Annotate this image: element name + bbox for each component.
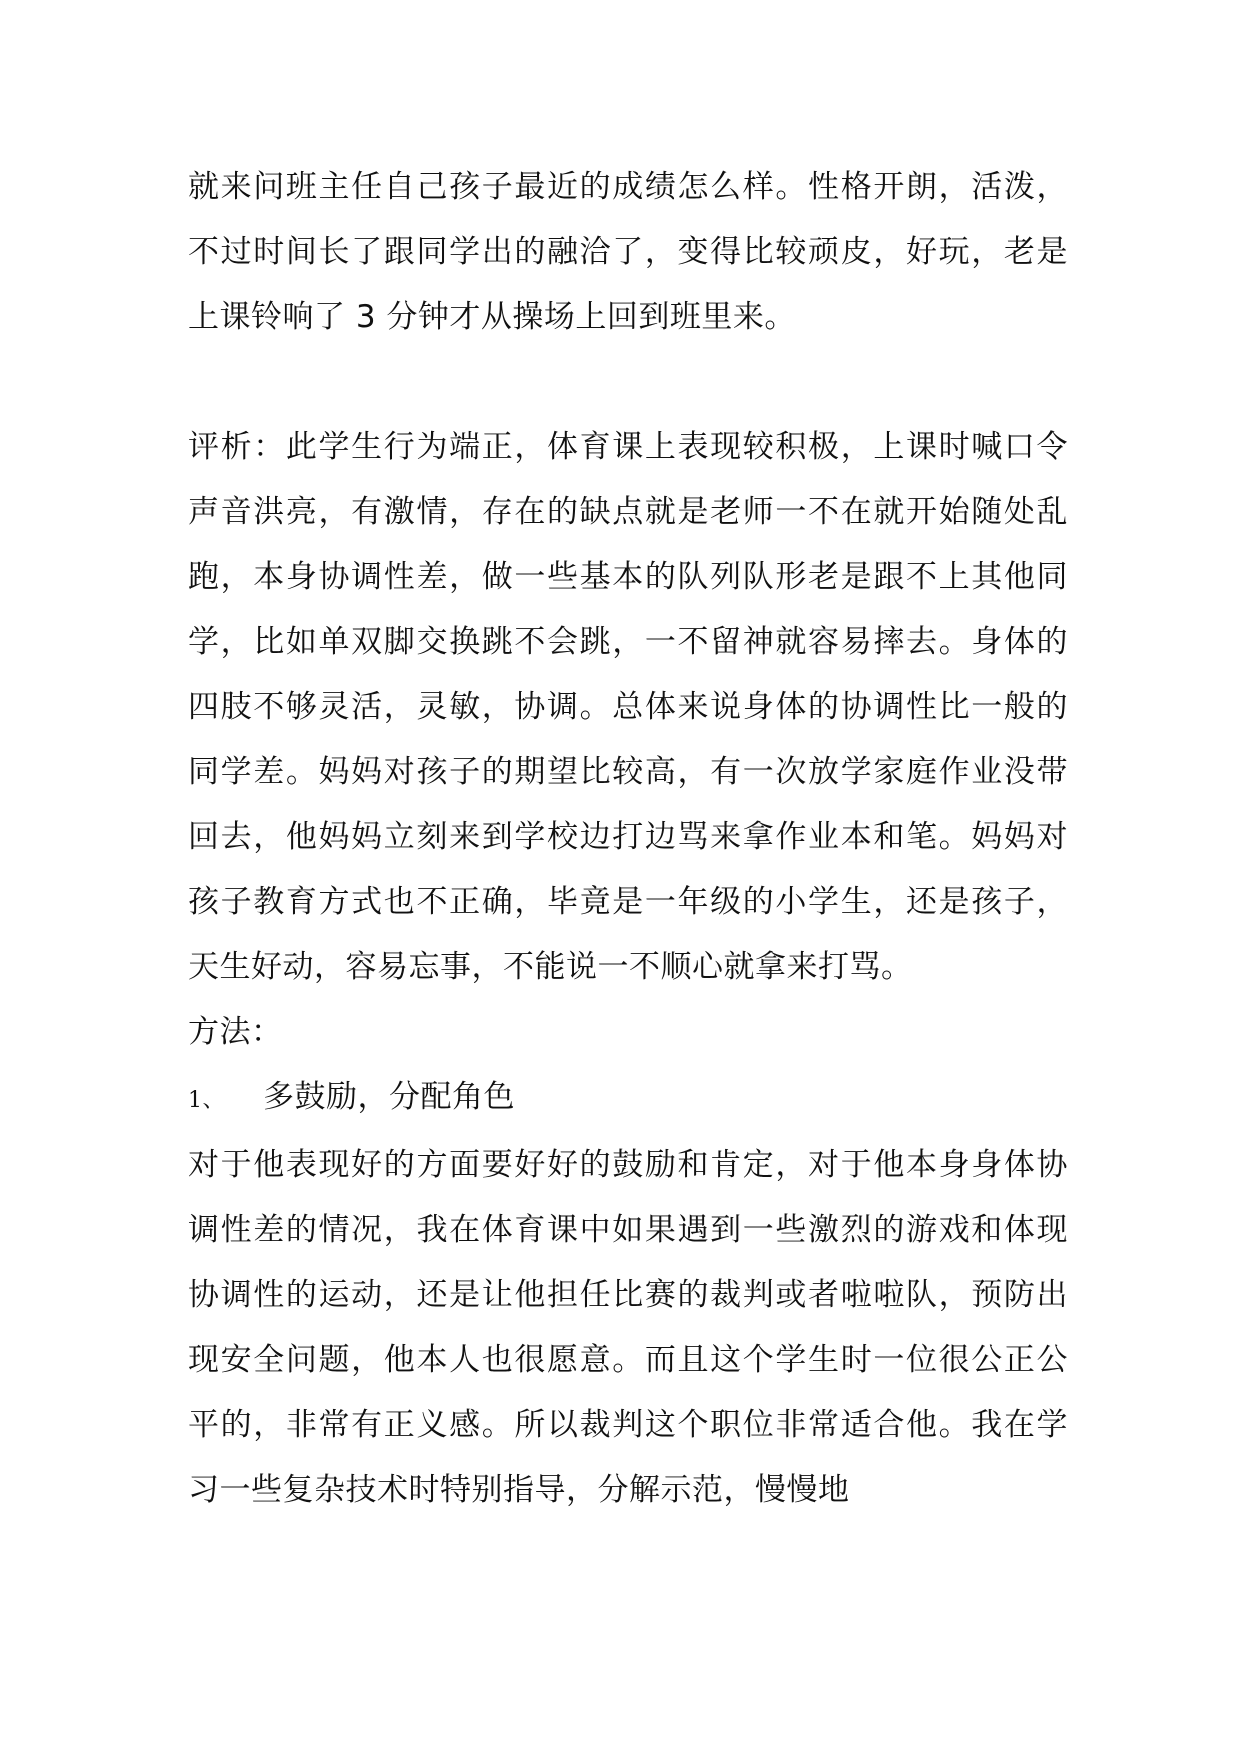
- list-item-text: 多鼓励，分配角色: [263, 1079, 515, 1115]
- list-item-1: [188, 1065, 1068, 1133]
- paragraph-3: 对于他表现好的方面要好好的鼓励和肯定，对于他本身身体协调性差的情况，我在体育课中如果遇到一些激烈的游戏和体现协调性的运动，还是让他担任比赛的裁判或者啦啦队，预防出现安全问题，他本人也很愿意。而且这个学生时一位很公正公平的，非常有正义感。所以裁判这个职位非常适合他。我在学习一些复杂技术时特别指导，分解示范，慢慢地: [188, 1147, 1068, 1508]
- text-block-main: [188, 415, 1068, 1523]
- paragraph-1: 就来问班主任自己孩子最近的成绩怎么样。性格开朗，活泼，不过时间长了跟同学出的融洽了，变得比较顽皮，好玩，老是上课铃响了 3 分钟才从操场上回到班里来。: [188, 169, 1068, 335]
- text-block-top: [188, 155, 1068, 350]
- method-heading: 方法：: [188, 1014, 283, 1050]
- list-item-number: 1、: [188, 1088, 225, 1113]
- paragraph-2: 评析：此学生行为端正，体育课上表现较积极，上课时喊口令声音洪亮，有激情，存在的缺点就是老师一不在就开始随处乱跑，本身协调性差，做一些基本的队列队形老是跟不上其他同学，比如单双脚交换跳不会跳，一不留神就容易摔去。身体的四肢不够灵活，灵敏，协调。总体来说身体的协调性比一般的同学差。妈妈对孩子的期望比较高，有一次放学家庭作业没带回去，他妈妈立刻来到学校边打边骂来拿作业本和笔。妈妈对孩子教育方式也不正确，毕竟是一年级的小学生，还是孩子，天生好动，容易忘事，不能说一不顺心就拿来打骂。: [188, 429, 1068, 985]
